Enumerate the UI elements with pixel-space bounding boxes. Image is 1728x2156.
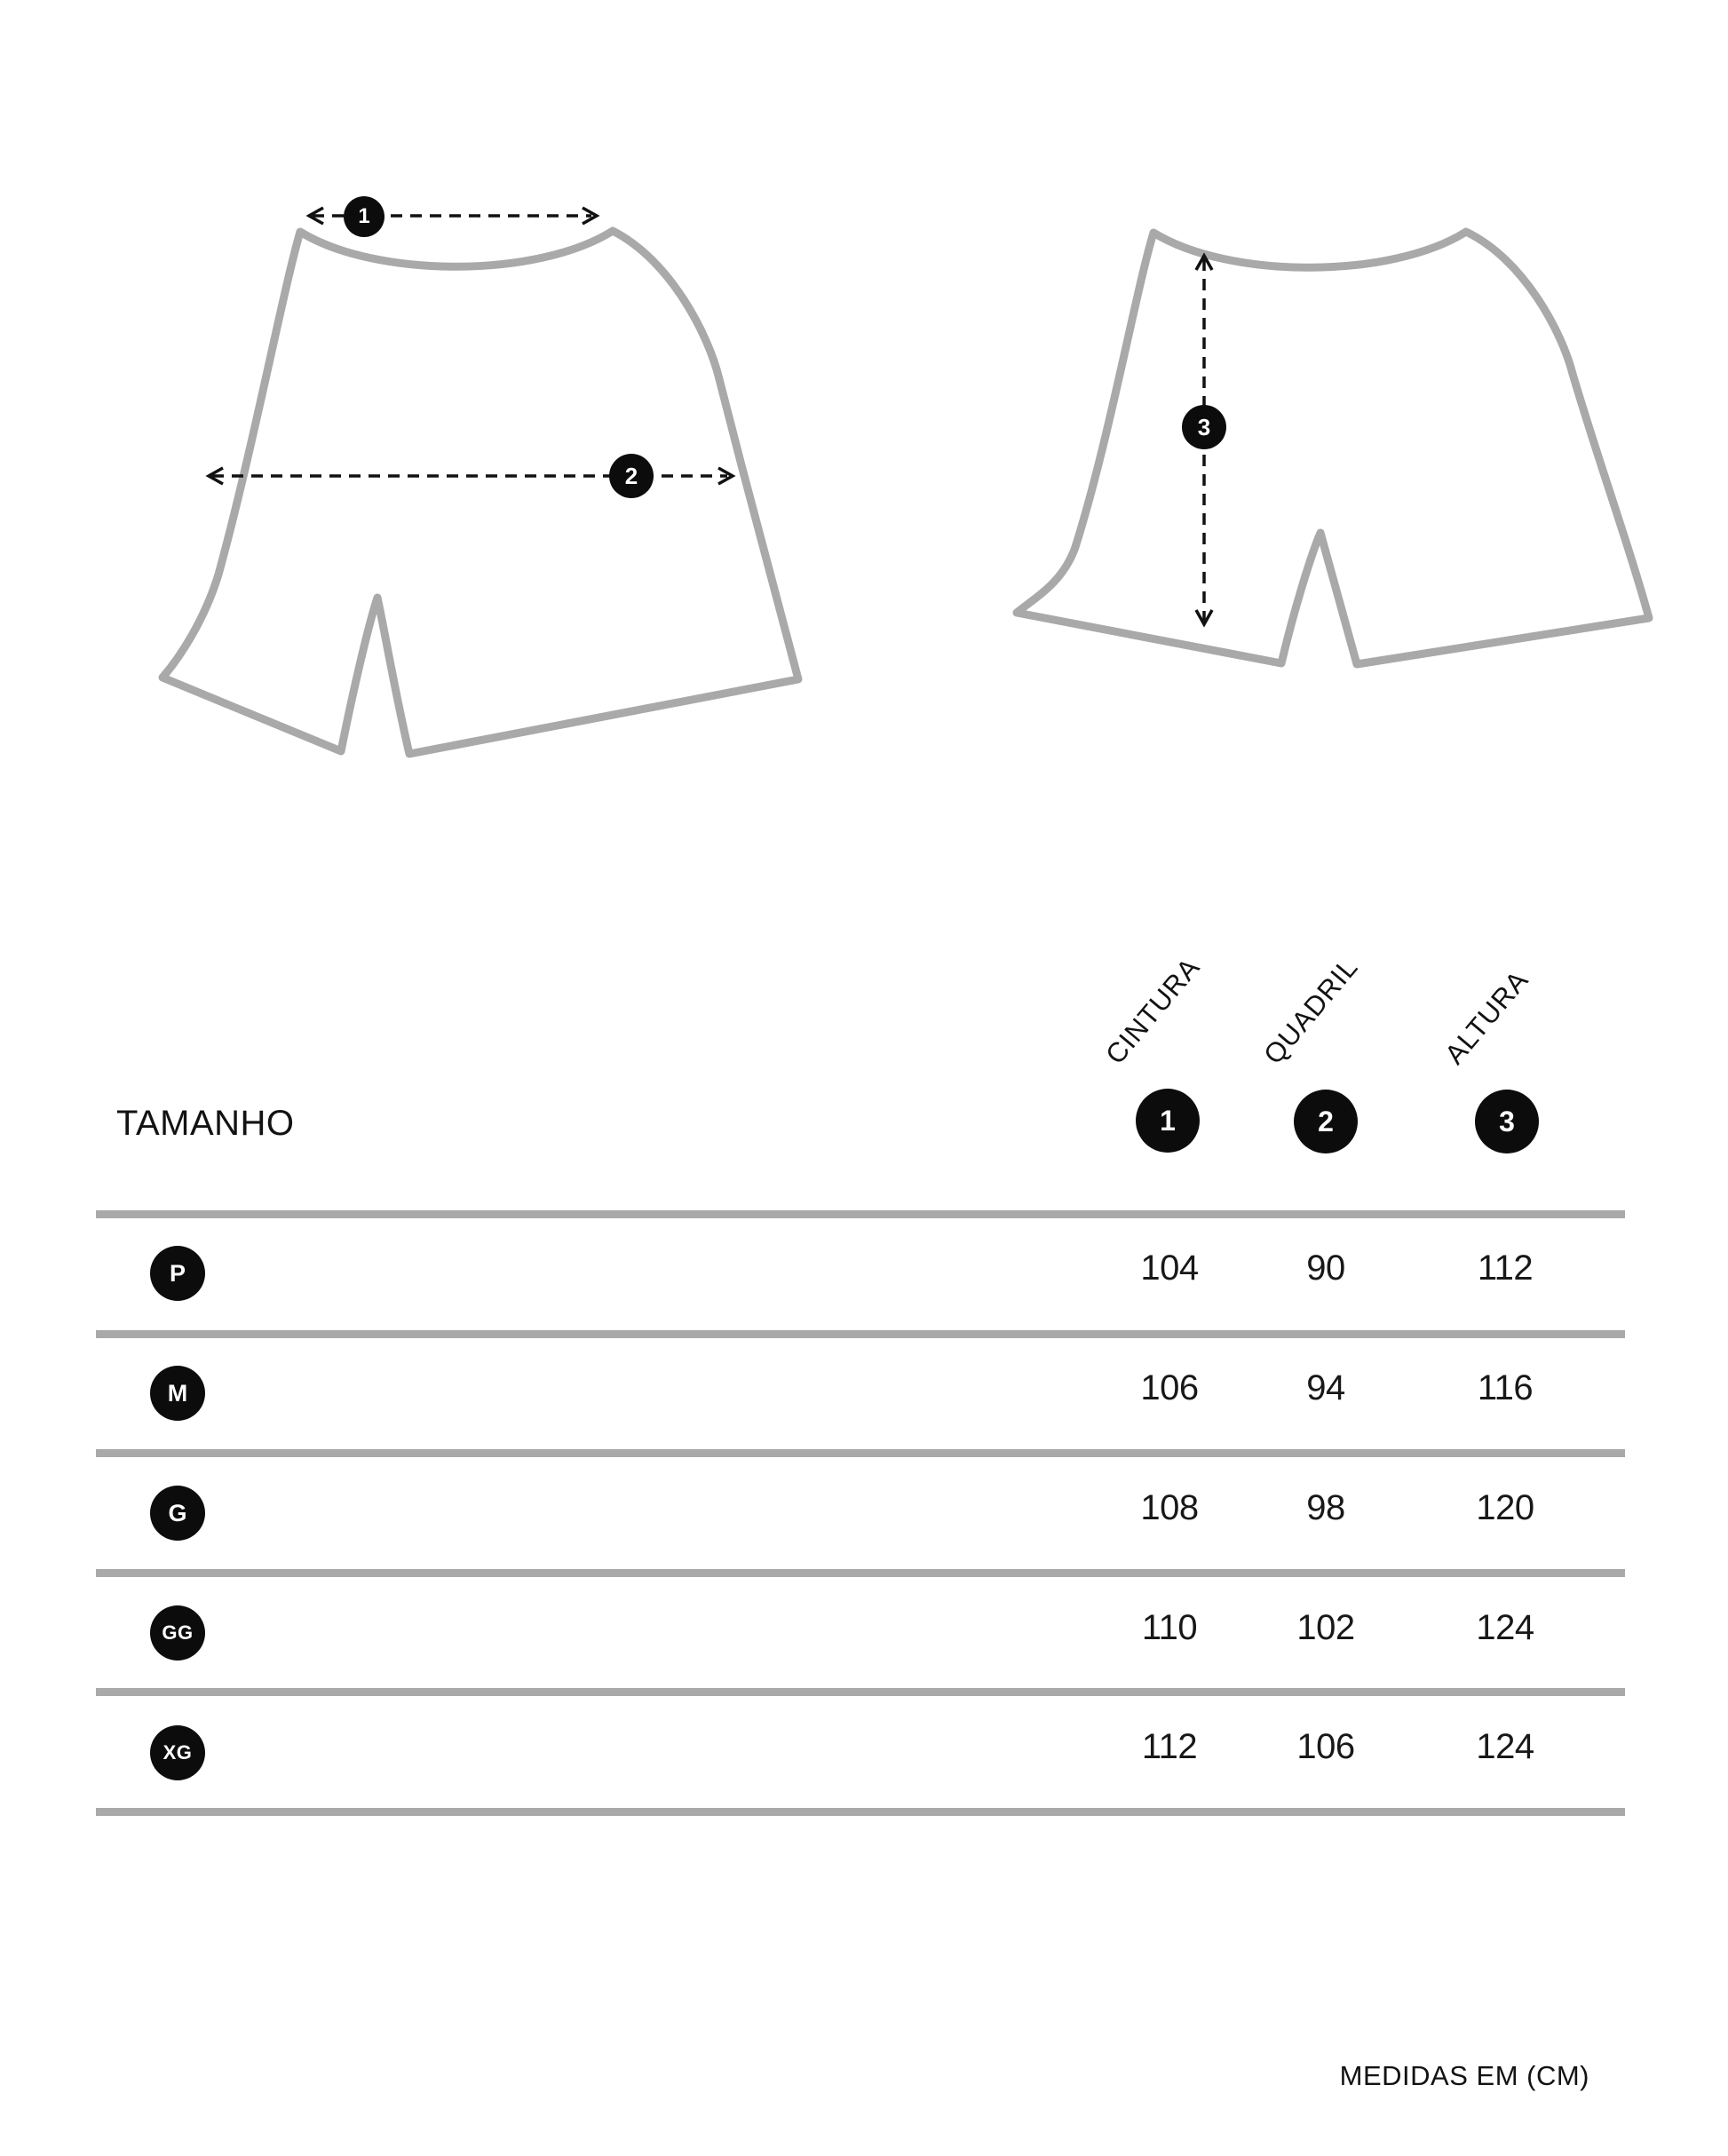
- shorts-back-figure: [1004, 192, 1661, 769]
- column-marker-1-badge: 1: [1136, 1089, 1200, 1153]
- shorts-front-figure: [151, 191, 808, 777]
- value-gg-altura: 124: [1476, 1608, 1534, 1647]
- table-divider: [96, 1808, 1625, 1816]
- value-p-cintura: 104: [1140, 1248, 1199, 1288]
- column-marker-3-badge: 3: [1475, 1090, 1539, 1153]
- units-footnote: MEDIDAS EM (CM): [1339, 2060, 1589, 2091]
- marker-2-badge: 2: [609, 454, 654, 498]
- shorts-front-outline: [162, 231, 798, 754]
- value-xg-quadril: 106: [1296, 1727, 1355, 1766]
- size-badge-p: P: [150, 1246, 205, 1301]
- value-m-quadril: 94: [1306, 1368, 1345, 1407]
- table-divider: [96, 1569, 1625, 1577]
- table-divider: [96, 1210, 1625, 1218]
- value-m-cintura: 106: [1140, 1368, 1199, 1407]
- size-badge-m: M: [150, 1366, 205, 1421]
- value-xg-altura: 124: [1476, 1727, 1534, 1766]
- column-header-cintura: CINTURA: [1099, 951, 1207, 1070]
- column-marker-2-badge: 2: [1294, 1090, 1358, 1153]
- value-xg-cintura: 112: [1141, 1727, 1198, 1766]
- value-gg-quadril: 102: [1296, 1608, 1355, 1647]
- column-header-quadril: QUADRIL: [1257, 951, 1365, 1070]
- table-divider: [96, 1330, 1625, 1338]
- value-p-quadril: 90: [1306, 1248, 1345, 1288]
- marker-1-badge: 1: [344, 196, 384, 237]
- size-badge-g: G: [150, 1486, 205, 1541]
- row-header-label: TAMANHO: [116, 1104, 295, 1143]
- column-header-altura: ALTURA: [1439, 963, 1535, 1070]
- value-g-altura: 120: [1476, 1488, 1534, 1527]
- value-p-altura: 112: [1477, 1248, 1534, 1288]
- marker-3-badge: 3: [1182, 405, 1226, 449]
- table-divider: [96, 1449, 1625, 1457]
- shorts-back-outline: [1017, 232, 1649, 664]
- value-g-cintura: 108: [1140, 1488, 1199, 1527]
- value-m-altura: 116: [1477, 1368, 1534, 1407]
- value-gg-cintura: 110: [1141, 1608, 1198, 1647]
- table-divider: [96, 1688, 1625, 1696]
- size-badge-gg: GG: [150, 1605, 205, 1661]
- value-g-quadril: 98: [1306, 1488, 1345, 1527]
- size-badge-xg: XG: [150, 1725, 205, 1780]
